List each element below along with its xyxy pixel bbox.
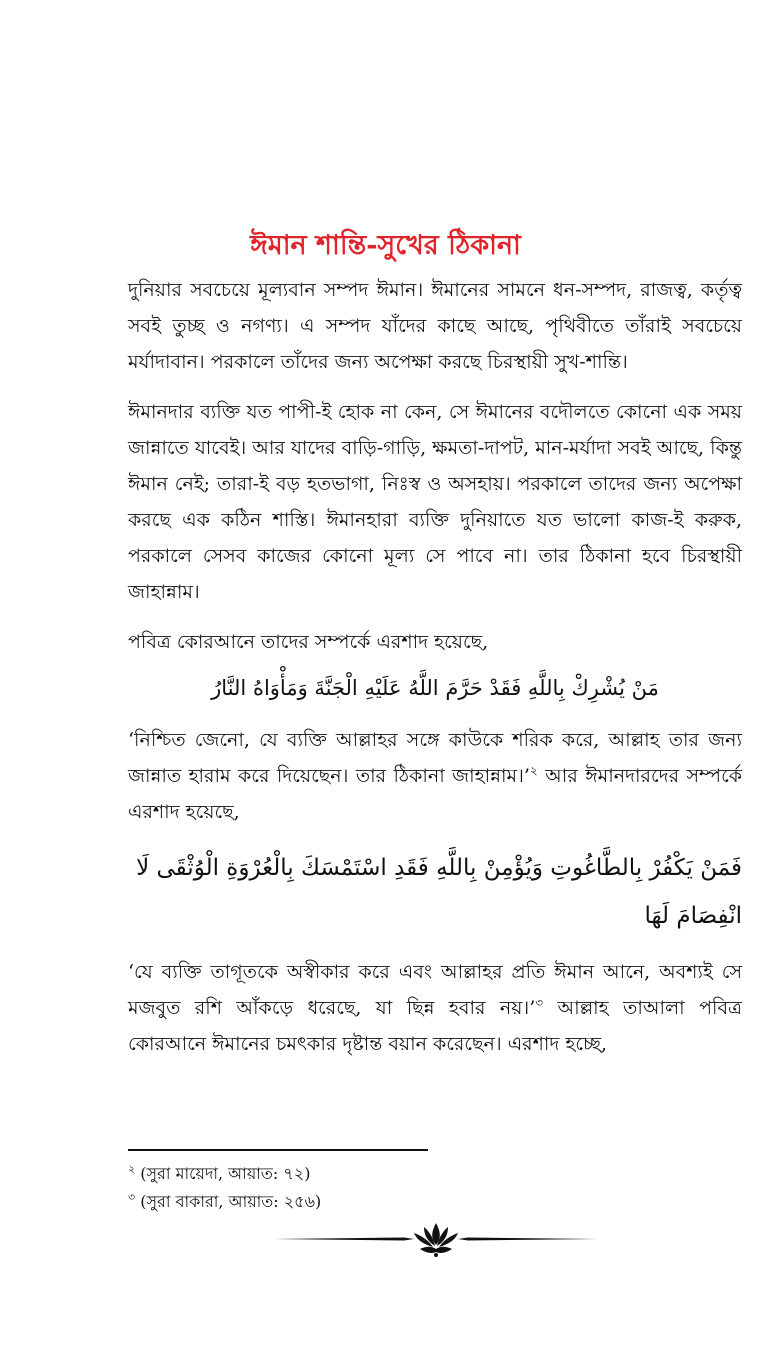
footnote-ref-3: ৩ bbox=[535, 995, 544, 1010]
footnote-ref-2: ২ bbox=[529, 763, 538, 778]
paragraph-4-tail: আর ঈমানদারদের সম্পর্কে এরশাদ হয়েছে, bbox=[128, 765, 742, 823]
body-text bbox=[128, 272, 742, 1076]
paragraph-5-tail: আল্লাহ তাআলা পবিত্র কোরআনে ঈমানের চমৎকার দৃষ্টান্ত বয়ান করেছেন। এরশাদ হচ্ছে, bbox=[128, 997, 742, 1055]
paragraph-2: ঈমানদার ব্যক্তি যত পাপী-ই হোক না কেন, সে ঈমানের বদৌলতে কোনো এক সময় জান্নাতে যাবেই। আর যাদের বাড়ি-গাড়ি, ক্ষমতা-দাপট, মান-মর্যাদা সবই আছে, কিন্তু ঈমান নেই; তারা-ই বড় হতভাগা, নিঃস্ব ও অসহায়। পরকালে তাদের জন্য অপেক্ষা করছে এক কঠিন শাস্তি। ঈমানহারা ব্যক্তি দুনিয়াতে যত ভালো কাজ-ই করুক, পরকালে সেসব কাজের কোনো মূল্য সে পাবে না। তার ঠিকানা হবে চিরস্থায়ী জাহান্নাম। bbox=[128, 401, 742, 603]
footnote-1 bbox=[128, 1160, 742, 1188]
footnote-number: ৩ bbox=[128, 1190, 136, 1204]
arabic-verse-2: فَمَنْ يَكْفُرْ بِالطَّاغُوتِ وَيُؤْمِنْ بِاللَّهِ فَقَدِ اسْتَمْسَكَ بِالْعُرْوَةِ الْوُثْقَى لَا انْفِصَامَ لَهَا bbox=[136, 855, 742, 929]
footnote-2 bbox=[128, 1188, 742, 1216]
paragraph-4-text: ‘নিশ্চিত জেনো, যে ব্যক্তি আল্লাহর সঙ্গে কাউকে শরিক করে, আল্লাহ তার জন্য জান্নাত হারাম করে দিয়েছেন। তার ঠিকানা জাহান্নাম।’ bbox=[128, 729, 742, 787]
footnote-text: (সুরা বাকারা, আয়াত: ২৫৬) bbox=[135, 1192, 322, 1211]
footnote-text: (সুরা মায়েদা, আয়াত: ৭২) bbox=[135, 1164, 311, 1183]
footnote-number: ২ bbox=[128, 1162, 136, 1176]
arabic-verse-1: مَنْ يُشْرِكْ بِاللَّهِ فَقَدْ حَرَّمَ اللَّهُ عَلَيْهِ الْجَنَّةَ وَمَأْوَاهُ النَّارُ bbox=[211, 676, 659, 700]
footnote-divider bbox=[128, 1149, 428, 1151]
paragraph-1: দুনিয়ার সবচেয়ে মূল্যবান সম্পদ ঈমান। ঈমানের সামনে ধন-সম্পদ, রাজত্ব, কর্তৃত্ব সবই তুচ্ছ ও নগণ্য। এ সম্পদ যাঁদের কাছে আছে, পৃথিবীতে তাঁরাই সবচেয়ে মর্যাদাবান। পরকালে তাঁদের জন্য অপেক্ষা করছে চিরস্থায়ী সুখ-শান্তি। bbox=[128, 279, 742, 373]
paragraph-5-text: ‘যে ব্যক্তি তাগূতকে অস্বীকার করে এবং আল্লাহর প্রতি ঈমান আনে, অবশ্যই সে মজবুত রশি আঁকড়ে ধরেছে, যা ছিন্ন হবার নয়।’ bbox=[128, 961, 742, 1019]
footnotes bbox=[128, 1160, 742, 1216]
paragraph-3: পবিত্র কোরআনে তাদের সম্পর্কে এরশাদ হয়েছে, bbox=[128, 631, 489, 653]
paragraph-4 bbox=[128, 722, 742, 830]
ornament-divider-icon bbox=[274, 1219, 598, 1259]
chapter-title: ঈমান শান্তি-সুখের ঠিকানা bbox=[250, 230, 521, 261]
paragraph-5 bbox=[128, 954, 742, 1062]
